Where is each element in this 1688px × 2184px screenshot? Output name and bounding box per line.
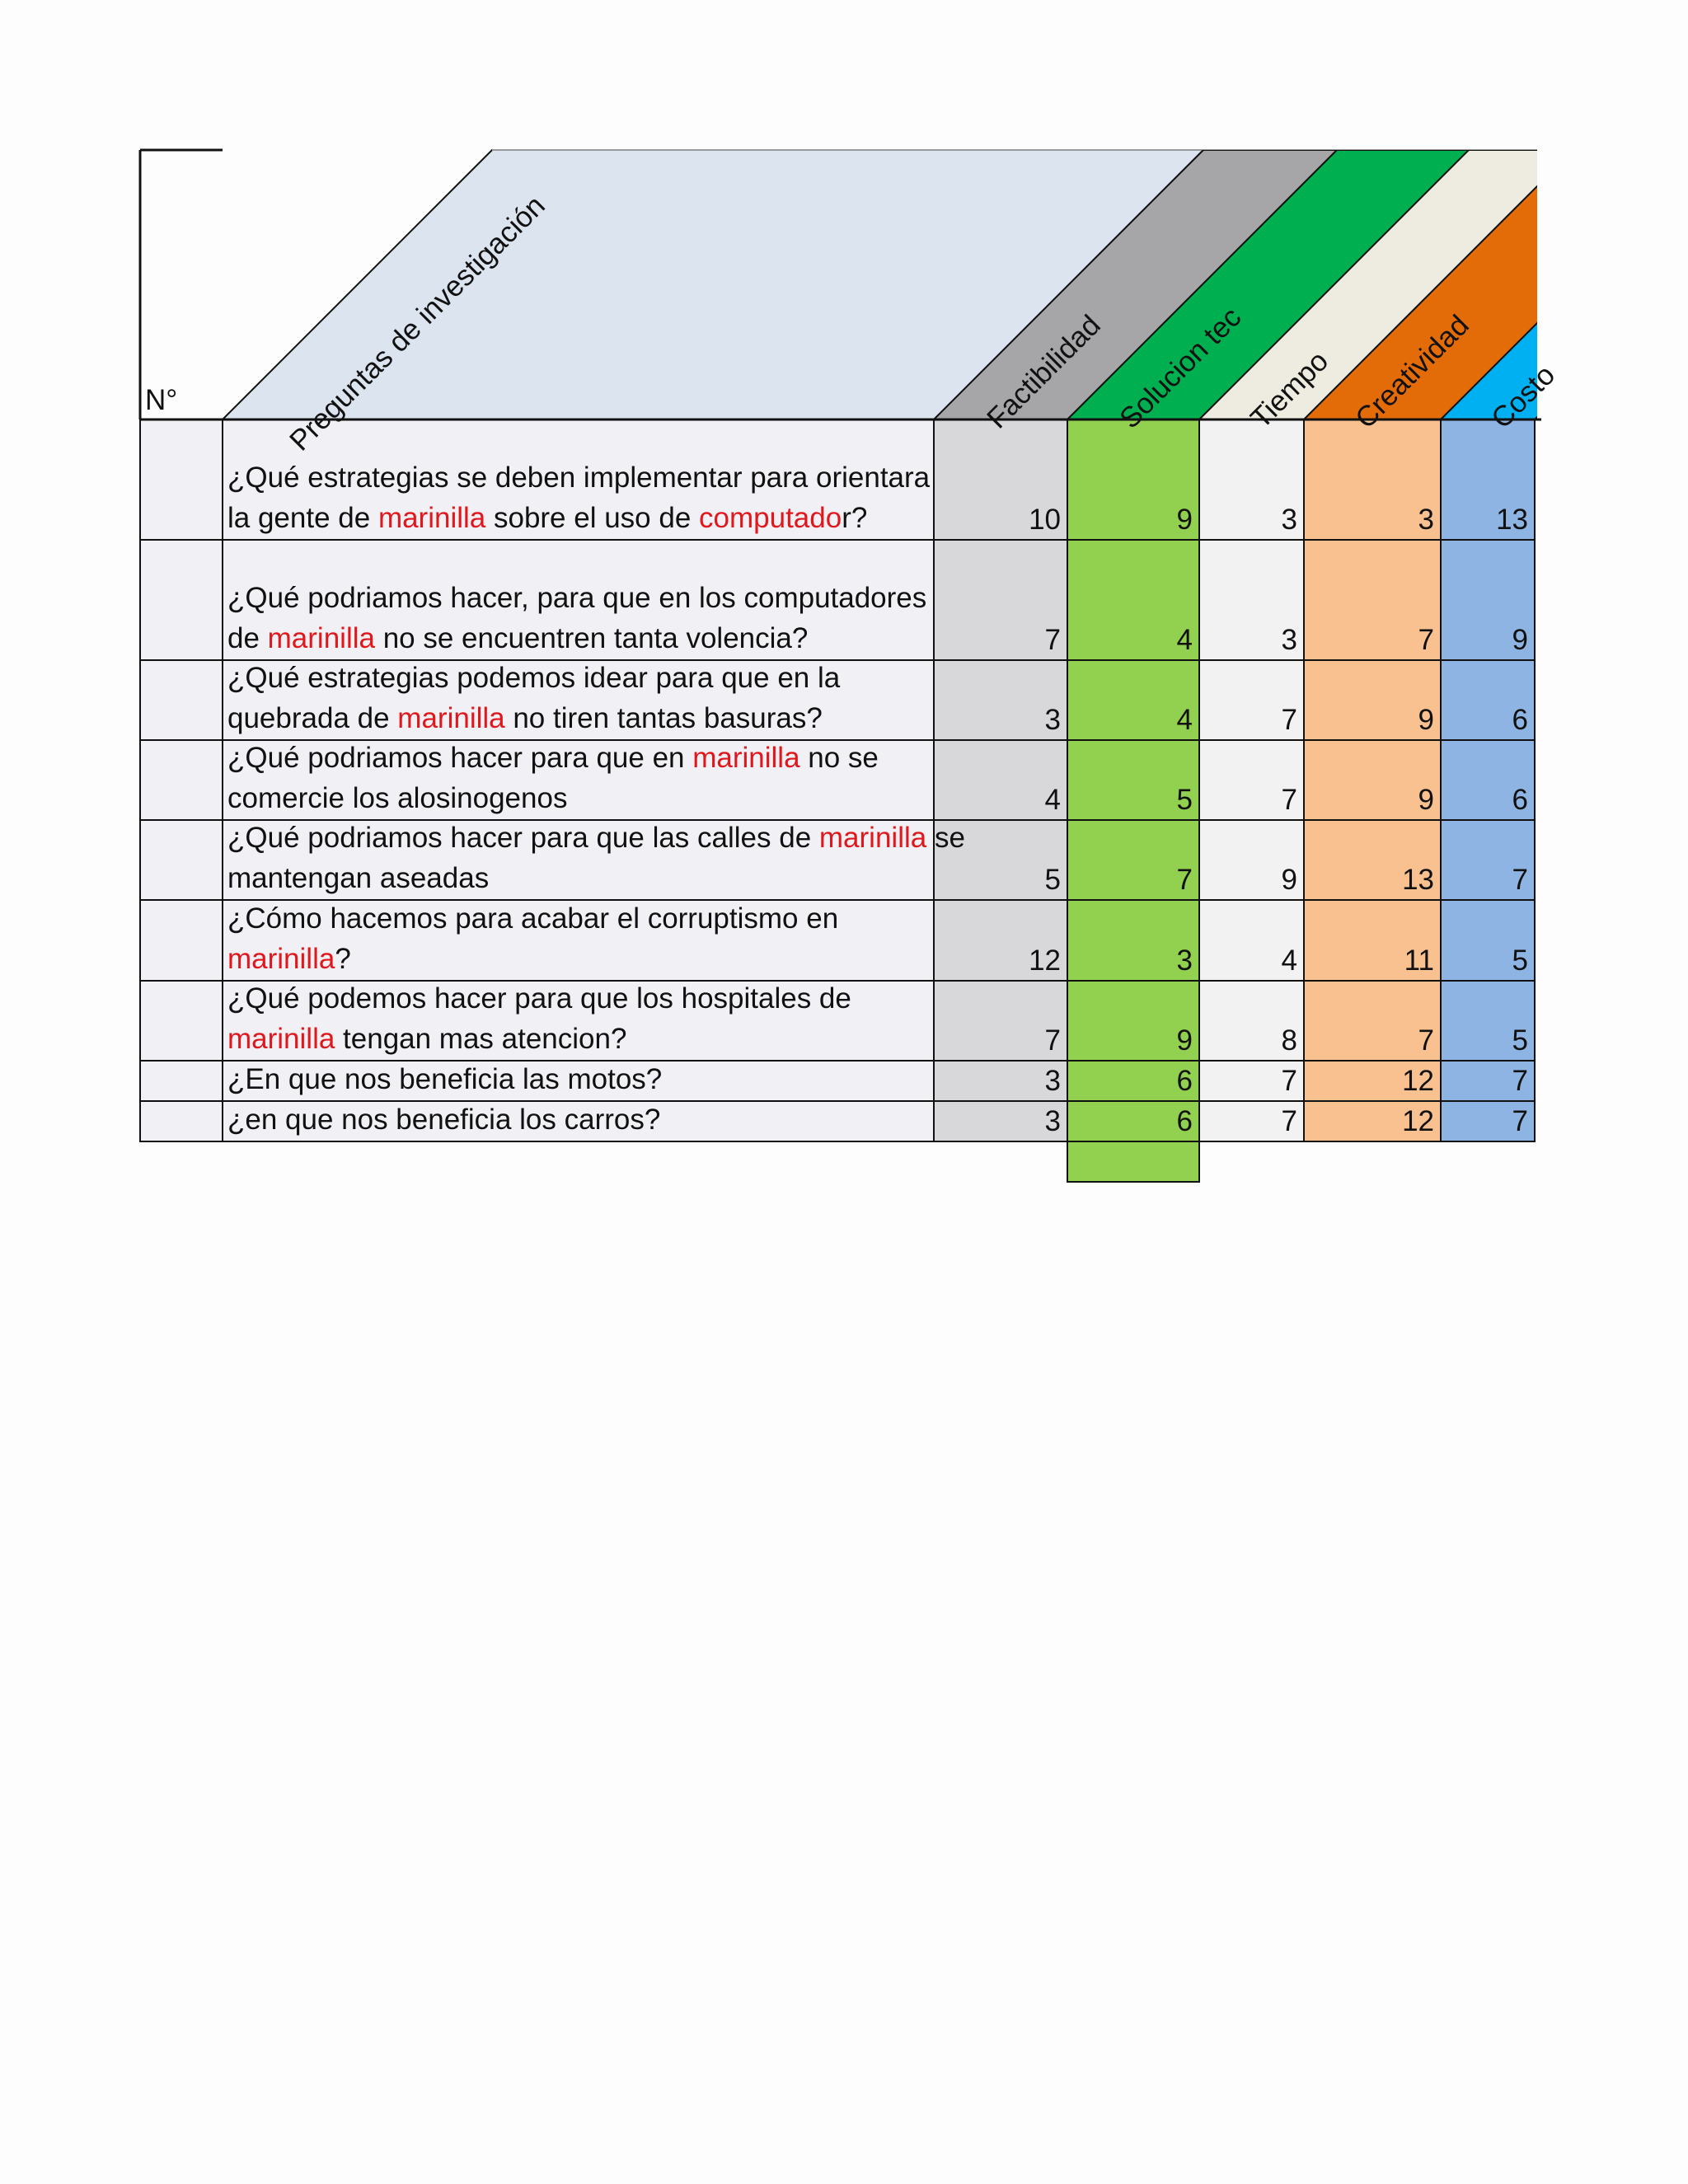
- highlighted-word: marinilla: [227, 943, 335, 975]
- research-question: [227, 660, 931, 738]
- highlighted-word: marinilla: [267, 622, 375, 654]
- score-value: 5: [1176, 784, 1193, 816]
- score-value: 7: [1044, 1024, 1061, 1057]
- question-line: [227, 818, 965, 858]
- question-line: [227, 658, 931, 698]
- highlighted-word: computado: [699, 502, 842, 534]
- score-value: 7: [1176, 864, 1193, 896]
- question-text: no se encuentren tanta volencia?: [374, 622, 809, 654]
- number-column-header: N°: [145, 384, 178, 416]
- score-value: 3: [1044, 704, 1061, 736]
- research-question: [227, 740, 931, 818]
- highlighted-word: marinilla: [692, 742, 800, 774]
- score-value: 9: [1176, 1024, 1193, 1057]
- question-text: ?: [335, 943, 351, 975]
- question-text: tengan mas atencion?: [335, 1023, 627, 1055]
- question-text: ¿Cómo hacemos para acabar el corruptismo en: [227, 902, 839, 935]
- score-value: 7: [1281, 1105, 1297, 1137]
- research-question: [227, 1101, 931, 1140]
- score-value: 13: [1496, 504, 1528, 536]
- question-text: se: [926, 822, 965, 854]
- score-value: 12: [1029, 944, 1061, 977]
- question-line: [227, 618, 931, 658]
- criterion-label: Tiempo: [1245, 344, 1335, 435]
- question-line: [227, 738, 931, 778]
- question-line: [227, 1019, 931, 1059]
- criterion-label: Creatividad: [1349, 308, 1475, 435]
- question-text: ¿Qué estrategias podemos idear para que en la: [227, 662, 841, 694]
- score-value: 6: [1176, 1105, 1193, 1137]
- score-value: 7: [1418, 624, 1434, 656]
- score-value: 3: [1281, 504, 1297, 536]
- research-question: [227, 981, 931, 1059]
- highlighted-word: marinilla: [818, 822, 927, 854]
- score-value: 3: [1044, 1105, 1061, 1137]
- score-value: 8: [1281, 1024, 1297, 1057]
- question-line: [227, 939, 931, 979]
- research-question: [227, 820, 965, 898]
- score-value: 5: [1512, 1024, 1528, 1057]
- criterion-label: Solucion tec: [1114, 301, 1248, 435]
- question-line: [227, 1059, 931, 1099]
- score-value: 5: [1044, 864, 1061, 896]
- question-text: quebrada de: [227, 702, 398, 734]
- score-value: 4: [1281, 944, 1297, 977]
- score-value: 3: [1044, 1065, 1061, 1097]
- question-text: ¿en que nos beneficia los carros?: [227, 1104, 661, 1136]
- criterion-label: Costo: [1485, 359, 1562, 435]
- question-line: [227, 578, 931, 618]
- question-text: ¿Qué estrategias se deben implementar para orientara: [227, 462, 931, 494]
- score-value: 12: [1402, 1065, 1434, 1097]
- question-text: sobre el uso de: [485, 502, 700, 534]
- score-value: 13: [1402, 864, 1434, 896]
- question-text: comercie los alosinogenos: [227, 782, 568, 814]
- score-value: 3: [1281, 624, 1297, 656]
- question-text: ¿Qué podriamos hacer para que las calles de: [227, 822, 819, 854]
- score-value: 7: [1418, 1024, 1434, 1057]
- question-text: no tiren tantas basuras?: [504, 702, 823, 734]
- score-value: 4: [1044, 784, 1061, 816]
- question-line: [227, 698, 931, 738]
- question-line: [227, 778, 931, 818]
- score-value: 6: [1176, 1065, 1193, 1097]
- question-line: [227, 457, 931, 498]
- score-value: 7: [1281, 784, 1297, 816]
- score-value: 9: [1512, 624, 1528, 656]
- research-question: [227, 540, 931, 658]
- questions-column-header: Preguntas de investigación: [284, 189, 551, 457]
- score-value: 9: [1418, 784, 1434, 816]
- score-value: 7: [1281, 704, 1297, 736]
- score-value: 7: [1044, 624, 1061, 656]
- question-text: no se: [799, 742, 879, 774]
- score-value: 7: [1512, 1065, 1528, 1097]
- research-question: [227, 419, 931, 538]
- score-value: 7: [1281, 1065, 1297, 1097]
- research-question: [227, 900, 931, 979]
- score-value: 9: [1176, 504, 1193, 536]
- score-value: 11: [1404, 944, 1434, 977]
- question-text: r?: [842, 502, 868, 534]
- score-value: 5: [1512, 944, 1528, 977]
- question-text: ¿Qué podriamos hacer para que en: [227, 742, 693, 774]
- score-value: 6: [1512, 704, 1528, 736]
- score-value: 9: [1281, 864, 1297, 896]
- question-line: [227, 498, 931, 538]
- question-line: [227, 978, 931, 1019]
- highlighted-word: marinilla: [397, 702, 505, 734]
- question-text: ¿Qué podriamos hacer, para que en los computadores: [227, 582, 927, 614]
- score-value: 9: [1418, 704, 1434, 736]
- score-value: 4: [1176, 704, 1193, 736]
- score-value: 10: [1029, 504, 1061, 536]
- question-text: ¿Qué podemos hacer para que los hospitales de: [227, 982, 851, 1015]
- question-text: de: [227, 622, 268, 654]
- score-value: 7: [1512, 1105, 1528, 1137]
- highlighted-word: marinilla: [377, 502, 486, 534]
- question-line: [227, 898, 931, 939]
- score-value: 3: [1418, 504, 1434, 536]
- score-value: 3: [1176, 944, 1193, 977]
- score-value: 7: [1512, 864, 1528, 896]
- highlighted-word: marinilla: [227, 1023, 335, 1055]
- research-question: [227, 1061, 931, 1099]
- question-line: [227, 1099, 931, 1140]
- score-value: 6: [1512, 784, 1528, 816]
- criterion-label: Factibilidad: [981, 308, 1107, 435]
- question-text: mantengan aseadas: [227, 862, 490, 894]
- question-text: ¿En que nos beneficia las motos?: [227, 1063, 663, 1095]
- score-value: 12: [1402, 1105, 1434, 1137]
- question-text: la gente de: [227, 502, 378, 534]
- score-value: 4: [1176, 624, 1193, 656]
- question-line: [227, 858, 931, 898]
